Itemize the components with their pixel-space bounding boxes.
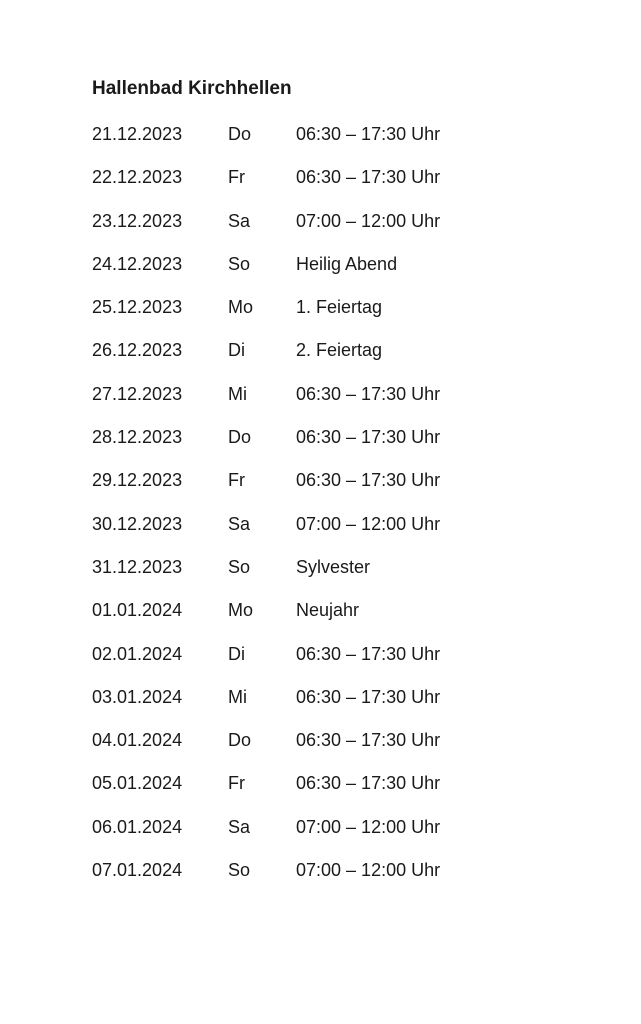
- weekday-cell: Di: [228, 643, 245, 664]
- date-cell: 21.12.2023: [92, 124, 183, 144]
- opening-hours-cell: 06:30 – 17:30 Uhr: [296, 730, 441, 751]
- schedule-row: [92, 468, 612, 511]
- schedule-row: [92, 165, 612, 208]
- opening-hours-cell: Sylvester: [296, 556, 371, 577]
- opening-hours-cell: Neujahr: [296, 600, 360, 621]
- schedule-row: [92, 685, 612, 728]
- opening-hours-cell: 06:30 – 17:30 Uhr: [296, 686, 441, 707]
- opening-hours-cell: 06:30 – 17:30 Uhr: [296, 167, 441, 188]
- page-title: Hallenbad Kirchhellen: [92, 78, 292, 99]
- schedule-row: [92, 815, 612, 858]
- weekday-cell: So: [228, 860, 251, 881]
- date-cell: 31.12.2023: [92, 556, 183, 577]
- opening-hours-cell: 07:00 – 12:00 Uhr: [296, 816, 441, 837]
- opening-hours-cell: 06:30 – 17:30 Uhr: [296, 643, 441, 664]
- schedule-row: [92, 555, 612, 598]
- date-cell: 07.01.2024: [92, 860, 183, 881]
- schedule-row: [92, 512, 612, 555]
- date-cell: 01.01.2024: [92, 600, 183, 621]
- weekday-cell: Do: [228, 730, 252, 751]
- schedule-row: [92, 642, 612, 685]
- weekday-cell: Mo: [228, 297, 254, 318]
- opening-hours-cell: Heilig Abend: [296, 253, 398, 274]
- date-cell: 02.01.2024: [92, 643, 183, 664]
- opening-hours-cell: 07:00 – 12:00 Uhr: [296, 860, 441, 881]
- schedule-row: [92, 771, 612, 814]
- weekday-cell: Do: [228, 427, 252, 448]
- weekday-cell: Fr: [228, 167, 245, 188]
- schedule-row: [92, 728, 612, 771]
- schedule-table: [92, 122, 612, 901]
- schedule-row: [92, 425, 612, 468]
- date-cell: 28.12.2023: [92, 427, 183, 448]
- opening-hours-cell: 06:30 – 17:30 Uhr: [296, 427, 441, 448]
- weekday-cell: Sa: [228, 513, 251, 534]
- date-cell: 24.12.2023: [92, 253, 183, 274]
- opening-hours-cell: 06:30 – 17:30 Uhr: [296, 124, 441, 144]
- date-cell: 04.01.2024: [92, 730, 183, 751]
- date-cell: 29.12.2023: [92, 470, 183, 491]
- schedule-row: [92, 122, 612, 165]
- weekday-cell: Sa: [228, 210, 251, 231]
- schedule-row: [92, 382, 612, 425]
- date-cell: 03.01.2024: [92, 686, 183, 707]
- opening-hours-cell: 06:30 – 17:30 Uhr: [296, 383, 441, 404]
- date-cell: 27.12.2023: [92, 383, 183, 404]
- schedule-row: [92, 858, 612, 901]
- weekday-cell: Mo: [228, 600, 254, 621]
- weekday-cell: Mi: [228, 383, 247, 404]
- schedule-row: [92, 598, 612, 641]
- weekday-cell: Fr: [228, 773, 245, 794]
- opening-hours-cell: 07:00 – 12:00 Uhr: [296, 513, 441, 534]
- weekday-cell: Di: [228, 340, 245, 361]
- opening-hours-cell: 1. Feiertag: [296, 297, 383, 318]
- weekday-cell: So: [228, 253, 251, 274]
- schedule-row: [92, 338, 612, 381]
- opening-hours-cell: 06:30 – 17:30 Uhr: [296, 470, 441, 491]
- date-cell: 22.12.2023: [92, 167, 183, 188]
- opening-hours-cell: 06:30 – 17:30 Uhr: [296, 773, 441, 794]
- weekday-cell: So: [228, 556, 251, 577]
- schedule-row: [92, 209, 612, 252]
- date-cell: 23.12.2023: [92, 210, 183, 231]
- schedule-row: [92, 295, 612, 338]
- schedule-row: [92, 252, 612, 295]
- date-cell: 05.01.2024: [92, 773, 183, 794]
- weekday-cell: Sa: [228, 816, 251, 837]
- date-cell: 26.12.2023: [92, 340, 183, 361]
- date-cell: 06.01.2024: [92, 816, 183, 837]
- date-cell: 25.12.2023: [92, 297, 183, 318]
- weekday-cell: Do: [228, 124, 252, 144]
- date-cell: 30.12.2023: [92, 513, 183, 534]
- weekday-cell: Mi: [228, 686, 247, 707]
- opening-hours-cell: 2. Feiertag: [296, 340, 383, 361]
- weekday-cell: Fr: [228, 470, 245, 491]
- opening-hours-cell: 07:00 – 12:00 Uhr: [296, 210, 441, 231]
